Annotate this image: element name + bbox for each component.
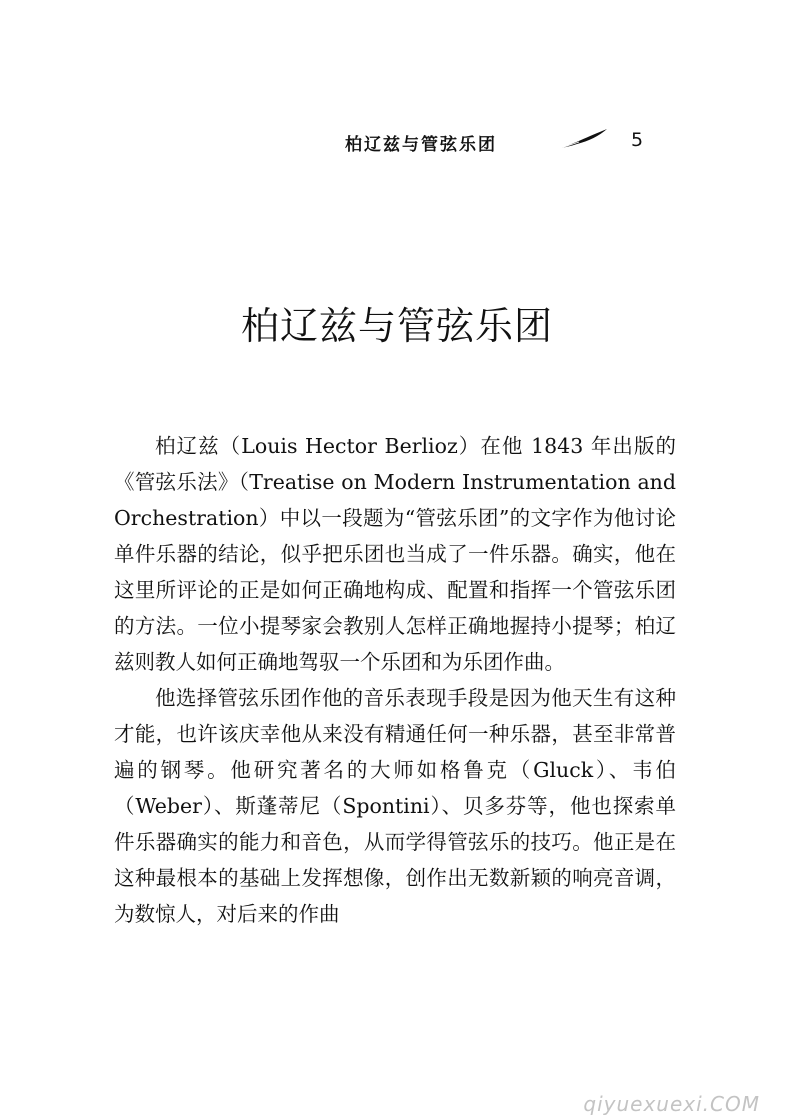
body-text bbox=[114, 428, 676, 932]
page-number: 5 bbox=[631, 129, 644, 151]
paragraph: 柏辽兹（Louis Hector Berlioz）在他 1843 年出版的《管弦乐法》（Treatise on Modern Instrumentation and Orchestration）中以一段题为“管弦乐团”的文字作为他讨论单件乐器的结论，似乎把乐团也当成了一件乐器。确实，他在这里所评论的正是如何正确地构成、配置和指挥一个管弦乐团的方法。一位小提琴家会教别人怎样正确地握持小提琴；柏辽兹则教人如何正确地驾驭一个乐团和为乐团作曲。 bbox=[114, 434, 676, 674]
paragraph: 他选择管弦乐团作他的音乐表现手段是因为他天生有这种才能，也许该庆幸他从来没有精通任何一种乐器，甚至非常普遍的钢琴。他研究著名的大师如格鲁克（Gluck）、韦伯（Weber）、斯蓬蒂尼（Spontini）、贝多芬等，他也探索单件乐器确实的能力和音色，从而学得管弦乐的技巧。他正是在这种最根本的基础上发挥想像，创作出无数新颖的响亮音调，为数惊人，对后来的作曲 bbox=[114, 686, 676, 926]
chapter-title: 柏辽兹与管弦乐团 bbox=[240, 304, 553, 348]
running-title: 柏辽兹与管弦乐团 bbox=[345, 135, 497, 155]
quill-icon bbox=[559, 128, 609, 150]
watermark-logo: qiyuexuexi.COM bbox=[583, 1092, 760, 1116]
running-head bbox=[345, 126, 665, 156]
watermark bbox=[500, 1082, 760, 1116]
